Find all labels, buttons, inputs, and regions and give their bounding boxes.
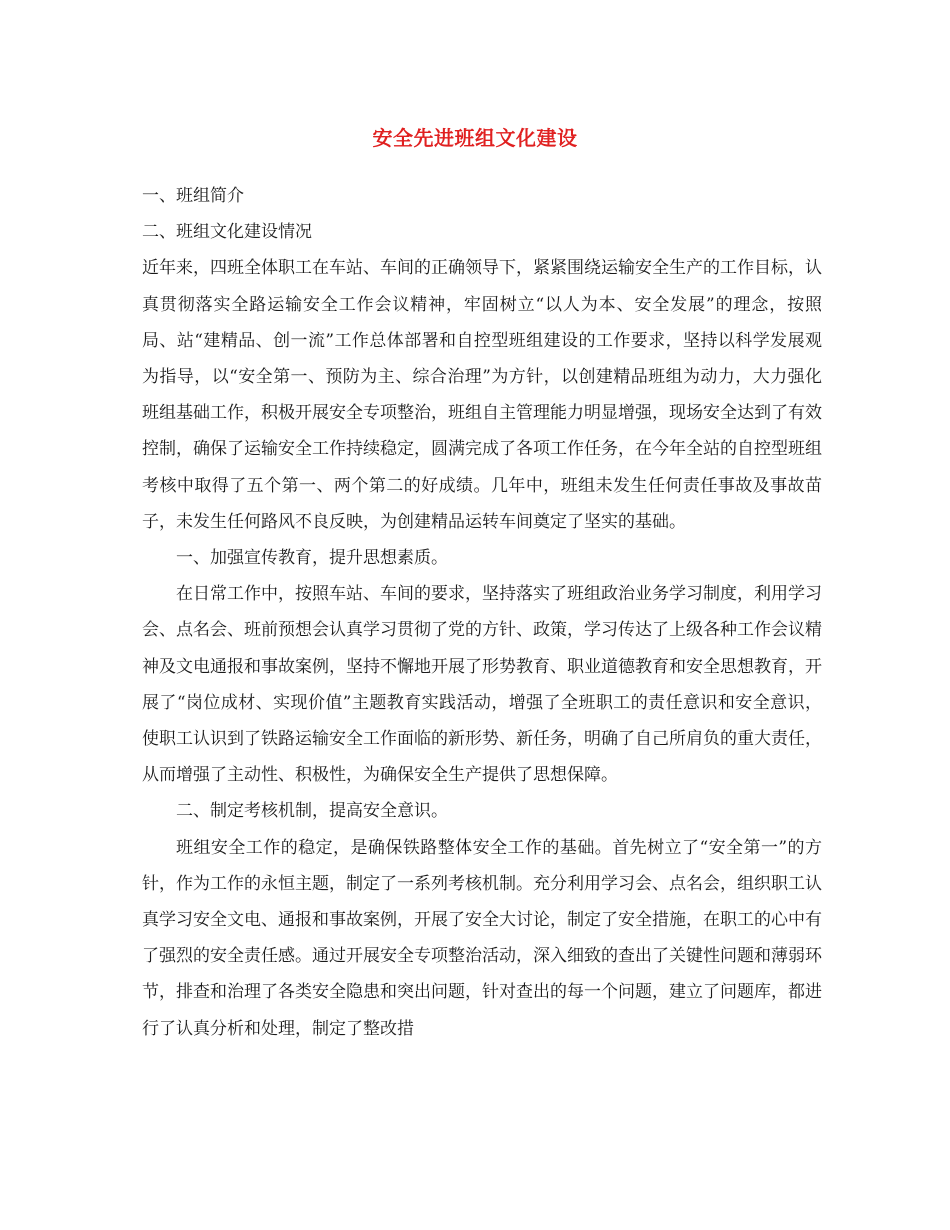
paragraph-intro: 近年来，四班全体职工在车站、车间的正确领导下，紧紧围绕运输安全生产的工作目标，认真贯彻落实全路运输安全工作会议精神，牢固树立“以人为本、安全发展”的理念，按照局、站“建精品、创一流”工作总体部署和自控型班组建设的工作要求，坚持以科学发展观为指导，以“安全第一、预防为主、综合治理”为方针，以创建精品班组为动力，大力强化班组基础工作，积极开展安全专项整治，班组自主管理能力明显增强，现场安全达到了有效控制，确保了运输安全工作持续稳定，圆满完成了各项工作任务，在今年全站的自控型班组考核中取得了五个第一、两个第二的好成绩。几年中，班组未发生任何责任事故及事故苗子，未发生任何路风不良反映，为创建精品运转车间奠定了坚实的基础。	[142, 258, 822, 532]
page-title: 安全先进班组文化建设	[372, 126, 578, 150]
heading-class-intro: 一、班组简介	[142, 186, 244, 206]
section-heading-education: 一、加强宣传教育，提升思想素质。	[176, 548, 448, 569]
section-heading-assessment: 二、制定考核机制，提高安全意识。	[176, 801, 448, 822]
paragraph-assessment: 班组安全工作的稳定，是确保铁路整体安全工作的基础。首先树立了“安全第一”的方针，作为工作的永恒主题，制定了一系列考核机制。充分利用学习会、点名会，组织职工认真学习安全文电、通报和事故案例，开展了安全大讨论，制定了安全措施，在职工的心中有了强烈的安全责任感。通过开展安全专项整治活动，深入细致的查出了关键性问题和薄弱环节，排查和治理了各类安全隐患和突出问题，针对查出的每一个问题，建立了问题库，都进行了认真分析和处理，制定了整改措	[142, 837, 822, 1039]
paragraph-education: 在日常工作中，按照车站、车间的要求，坚持落实了班组政治业务学习制度，利用学习会、点名会、班前预想会认真学习贯彻了党的方针、政策，学习传达了上级各种工作会议精神及文电通报和事故案例，坚持不懈地开展了形势教育、职业道德教育和安全思想教育，开展了“岗位成材、实现价值”主题教育实践活动，增强了全班职工的责任意识和安全意识，使职工认识到了铁路运输安全工作面临的新形势、新任务，明确了自己所肩负的重大责任，从而增强了主动性、积极性，为确保安全生产提供了思想保障。	[142, 584, 822, 786]
heading-culture-building: 二、班组文化建设情况	[142, 222, 312, 243]
document-body	[142, 178, 822, 1047]
